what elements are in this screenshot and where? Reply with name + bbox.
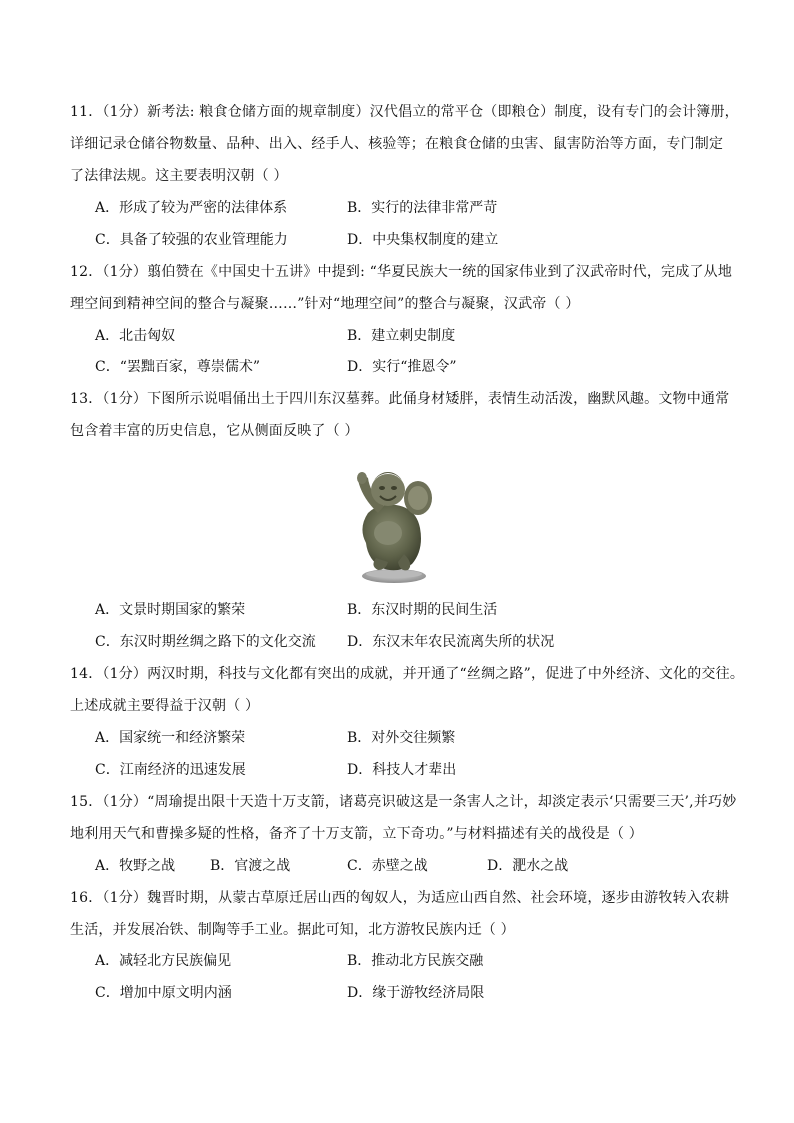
q15-option-c: C．赤壁之战 [347,858,428,874]
q12-option-b: B．建立刺史制度 [347,328,456,344]
q14-line-2: 上述成就主要得益于汉朝（ ） [70,698,260,714]
q13-line-2: 包含着丰富的历史信息，它从侧面反映了（ ） [70,423,359,439]
q12-option-a: A．北击匈奴 [95,328,176,344]
storyteller-figurine-image [348,458,438,588]
q13-option-a: A．文景时期国家的繁荣 [95,602,246,618]
q16-option-b: B．推动北方民族交融 [347,953,484,969]
q14-option-d: D．科技人才辈出 [347,762,457,778]
q16-option-c: C．增加中原文明内涵 [95,985,232,1001]
q15-option-d: D．淝水之战 [487,858,569,874]
q15-line-1: 15．（1分）“周瑜提出限十天造十万支箭，诸葛亮识破这是一条害人之计，却淡定表示‘只需要三天’,并巧妙 [70,794,737,810]
q11-option-b: B．实行的法律非常严苛 [347,200,498,216]
q12-line-2: 理空间到精神空间的整合与凝聚……”针对“地理空间”的整合与凝聚，汉武帝（ ） [70,296,580,312]
q11-option-a: A．形成了较为严密的法律体系 [95,200,288,216]
q16-line-2: 生活，并发展冶铁、制陶等手工业。据此可知，北方游牧民族内迁（ ） [70,922,515,938]
q16-option-a: A．减轻北方民族偏见 [95,953,232,969]
q15-option-b: B．官渡之战 [210,858,291,874]
q12-option-d: D．实行“推恩令” [347,359,457,375]
q14-line-1: 14．（1分）两汉时期，科技与文化都有突出的成就，并开通了“丝绸之路”，促进了中外经济、文化的交往。 [70,666,745,682]
q11-line-3: 了法律法规。这主要表明汉朝（ ） [70,168,288,184]
q11-option-c: C．具备了较强的农业管理能力 [95,232,288,248]
q14-option-c: C．江南经济的迅速发展 [95,762,246,778]
q12-line-1: 12．（1分）翦伯赞在《中国史十五讲》中提到: “华夏民族大一统的国家伟业到了汉武帝时代，完成了从地 [70,264,733,280]
q11-line-1: 11．（1分）新考法: 粮食仓储方面的规章制度）汉代倡立的常平仓（即粮仓）制度，设有专门的会计簿册， [70,104,739,120]
q16-line-1: 16．（1分）魏晋时期，从蒙古草原迁居山西的匈奴人，为适应山西自然、社会环境，逐步由游牧转入农耕 [70,890,730,906]
q13-option-d: D．东汉末年农民流离失所的状况 [347,634,555,650]
q14-option-a: A．国家统一和经济繁荣 [95,730,246,746]
q12-option-c: C．“罢黜百家，尊崇儒术” [95,359,261,375]
q13-line-1: 13．（1分）下图所示说唱俑出土于四川东汉墓葬。此俑身材矮胖，表情生动活泼，幽默风趣。文物中通常 [70,391,730,407]
q15-option-a: A．牧野之战 [95,858,176,874]
q16-option-d: D．缘于游牧经济局限 [347,985,485,1001]
q13-option-c: C．东汉时期丝绸之路下的文化交流 [95,634,316,650]
q14-option-b: B．对外交往频繁 [347,730,456,746]
q11-option-d: D．中央集权制度的建立 [347,232,499,248]
q13-option-b: B．东汉时期的民间生活 [347,602,498,618]
q15-line-2: 地利用天气和曹操多疑的性格，备齐了十万支箭，立下奇功。”与材料描述有关的战役是（ ） [70,826,644,842]
q11-line-2: 详细记录仓储谷物数量、品种、出入、经手人、核验等；在粮食仓储的虫害、鼠害防治等方面，专门制定 [70,136,724,152]
